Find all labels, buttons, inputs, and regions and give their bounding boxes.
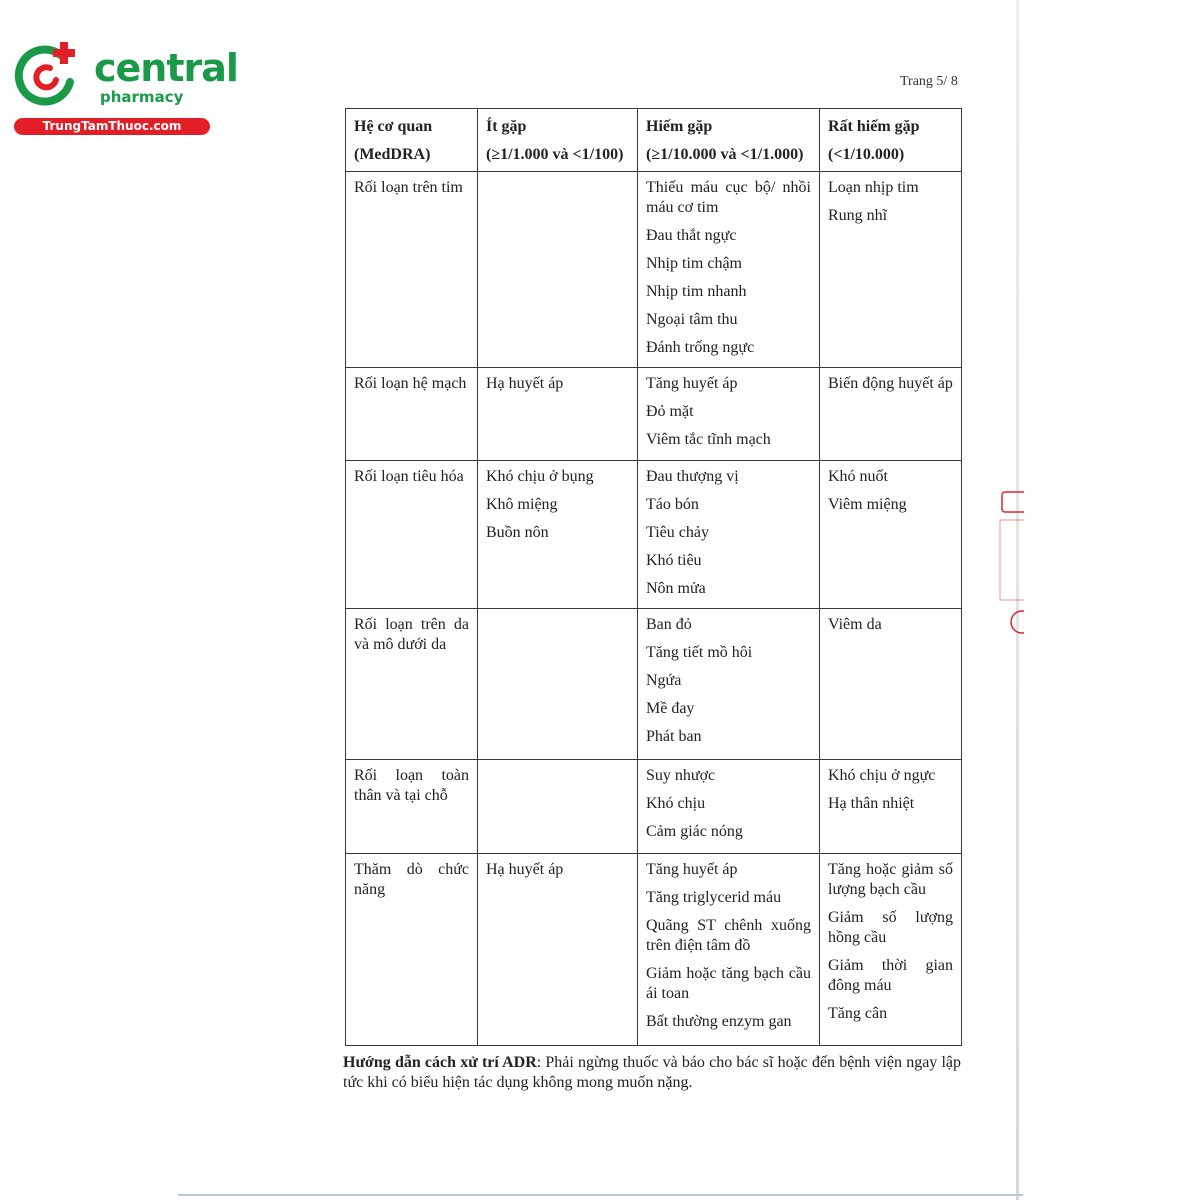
- adverse-effect-item: Viêm da: [828, 616, 882, 633]
- table-row: [346, 368, 962, 461]
- organ-system-cell: Rối loạn trên da và mô dưới da: [346, 609, 478, 760]
- adverse-effect-item: Rung nhĩ: [828, 207, 888, 224]
- header-line-1: Hệ cơ quan: [354, 118, 433, 135]
- adverse-effect-item: Tăng triglycerid máu: [646, 889, 782, 906]
- adverse-effect-item: Tăng huyết áp: [646, 375, 738, 392]
- logo-url[interactable]: TrungTamThuoc.com: [14, 118, 210, 135]
- uncommon-cell: [478, 760, 638, 854]
- red-stamp-fragment: [996, 490, 1024, 640]
- table-row: [346, 854, 962, 1046]
- very-rare-cell: [820, 609, 962, 760]
- adverse-effect-item: Viêm tắc tĩnh mạch: [646, 431, 771, 448]
- adverse-effect-item: Bất thường enzym gan: [646, 1013, 792, 1030]
- header-line-2: (<1/10.000): [828, 146, 905, 163]
- adverse-effect-item: Tăng hoặc giảm số lượng bạch cầu: [828, 861, 953, 898]
- adverse-effect-item: Nhịp tim chậm: [646, 255, 742, 272]
- uncommon-cell: [478, 609, 638, 760]
- header-uncommon: [478, 109, 638, 172]
- very-rare-cell: [820, 760, 962, 854]
- header-line-1: Rất hiếm gặp: [828, 118, 920, 135]
- adverse-effect-item: Ngứa: [646, 672, 682, 689]
- adr-guidance-text: : Phải ngừng thuốc và báo cho bác sĩ hoặc đến bệnh viện ngay lập tức khi có biểu hiện tác dụng không mong muốn nặng.: [343, 1054, 962, 1091]
- organ-system-cell: Thăm dò chức năng: [346, 854, 478, 1046]
- adverse-effect-item: Khó tiêu: [646, 552, 702, 569]
- adverse-effect-item: Cảm giác nóng: [646, 823, 743, 840]
- very-rare-cell: [820, 461, 962, 609]
- rare-cell: [638, 172, 820, 368]
- organ-system-cell: Rối loạn hệ mạch: [346, 368, 478, 461]
- adverse-effect-item: Hạ huyết áp: [486, 861, 564, 878]
- adverse-effect-item: Khó chịu ở bụng: [486, 468, 594, 485]
- table-row: [346, 609, 962, 760]
- adr-guidance-label: Hướng dẫn cách xử trí ADR: [343, 1054, 537, 1071]
- table-row: [346, 172, 962, 368]
- rare-cell: [638, 609, 820, 760]
- adverse-effect-item: Đánh trống ngực: [646, 339, 755, 356]
- adverse-effect-item: Viêm miệng: [828, 496, 907, 513]
- adverse-effect-item: Suy nhược: [646, 767, 716, 784]
- logo-subtitle: pharmacy: [100, 88, 184, 106]
- rare-cell: [638, 854, 820, 1046]
- adverse-effect-item: Thiếu máu cục bộ/ nhồi máu cơ tim: [646, 179, 811, 216]
- header-line-1: Hiếm gặp: [646, 118, 713, 135]
- rare-cell: [638, 760, 820, 854]
- adverse-effect-item: Giảm số lượng hồng cầu: [828, 909, 953, 946]
- adr-guidance-note: [343, 1053, 961, 1093]
- adverse-effect-item: Ban đỏ: [646, 616, 692, 633]
- rare-cell: [638, 461, 820, 609]
- table-row: [346, 760, 962, 854]
- organ-system-cell: Rối loạn toàn thân và tại chỗ: [346, 760, 478, 854]
- organ-system-cell: Rối loạn tiêu hóa: [346, 461, 478, 609]
- header-line-2: (≥1/10.000 và <1/1.000): [646, 146, 804, 163]
- table-row: [346, 461, 962, 609]
- adverse-effect-item: Tăng huyết áp: [646, 861, 738, 878]
- logo-name: central: [94, 46, 238, 90]
- very-rare-cell: [820, 172, 962, 368]
- adverse-effect-item: Hạ thân nhiệt: [828, 795, 915, 812]
- adverse-effect-item: Buồn nôn: [486, 524, 549, 541]
- very-rare-cell: [820, 854, 962, 1046]
- table-header-row: [346, 109, 962, 172]
- adverse-effect-item: Loạn nhịp tim: [828, 179, 919, 196]
- adverse-effect-item: Quãng ST chênh xuống trên điện tâm đồ: [646, 917, 811, 954]
- adverse-effect-item: Giảm thời gian đông máu: [828, 957, 953, 994]
- header-line-2: (≥1/1.000 và <1/100): [486, 146, 624, 163]
- adverse-effect-item: Đỏ mặt: [646, 403, 694, 420]
- adverse-effect-item: Nôn mửa: [646, 580, 706, 597]
- adverse-effect-item: Khó chịu: [646, 795, 706, 812]
- adverse-effect-item: Ngoại tâm thu: [646, 311, 738, 328]
- adverse-effect-item: Giảm hoặc tăng bạch cầu ái toan: [646, 965, 811, 1002]
- adverse-effect-item: Tiêu chảy: [646, 524, 709, 541]
- header-very-rare: [820, 109, 962, 172]
- uncommon-cell: [478, 854, 638, 1046]
- rare-cell: [638, 368, 820, 461]
- uncommon-cell: [478, 461, 638, 609]
- central-pharmacy-logo[interactable]: [10, 38, 238, 138]
- organ-system-cell: Rối loạn trên tim: [346, 172, 478, 368]
- table-body: [346, 172, 962, 1046]
- header-organ-system: [346, 109, 478, 172]
- adverse-effect-item: Tăng tiết mồ hôi: [646, 644, 753, 661]
- adverse-effect-item: Khó nuốt: [828, 468, 888, 485]
- header-line-1: Ít gặp: [486, 118, 527, 135]
- uncommon-cell: [478, 368, 638, 461]
- adverse-effect-item: Phát ban: [646, 728, 702, 745]
- adverse-effect-item: Mề đay: [646, 700, 695, 717]
- bottom-rule: [178, 1194, 1023, 1196]
- adverse-effect-item: Khô miệng: [486, 496, 558, 513]
- adverse-effect-item: Hạ huyết áp: [486, 375, 564, 392]
- adverse-effect-item: Khó chịu ở ngực: [828, 767, 936, 784]
- adr-table: [345, 108, 962, 1046]
- adverse-effect-item: Nhịp tim nhanh: [646, 283, 747, 300]
- page-number: Trang 5/ 8: [900, 74, 958, 89]
- header-line-2: (MedDRA): [354, 146, 431, 163]
- logo-mark-icon: [10, 38, 82, 110]
- very-rare-cell: [820, 368, 962, 461]
- adverse-effect-item: Đau thắt ngực: [646, 227, 737, 244]
- adverse-effect-item: Biến động huyết áp: [828, 375, 953, 392]
- header-rare: [638, 109, 820, 172]
- adverse-effect-item: Tăng cân: [828, 1005, 888, 1022]
- adverse-effect-item: Táo bón: [646, 496, 699, 513]
- adverse-effect-item: Đau thượng vị: [646, 468, 739, 485]
- uncommon-cell: [478, 172, 638, 368]
